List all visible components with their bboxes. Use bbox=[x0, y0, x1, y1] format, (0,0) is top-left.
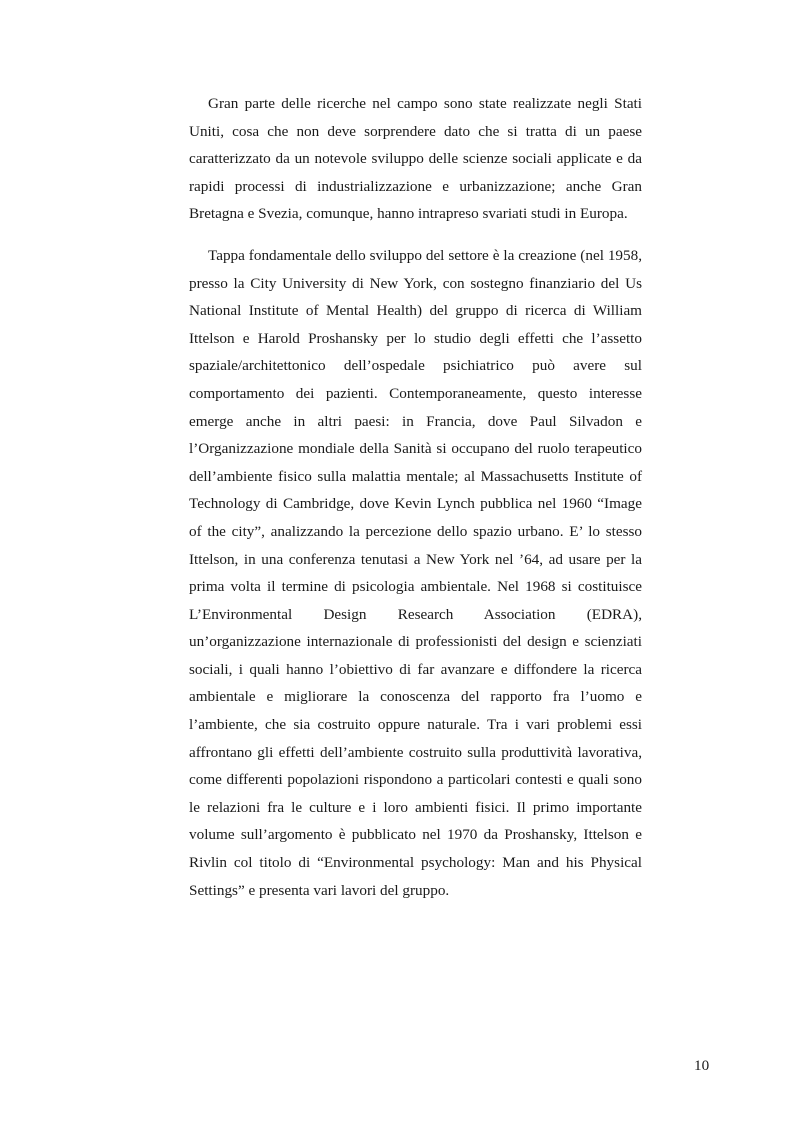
paragraph-2: Tappa fondamentale dello sviluppo del settore è la creazione (nel 1958, presso la City University di New York, con sostegno finanziario del Us National Institute of Mental Health) del gruppo di ricerca di William Ittelson e Harold Proshansky per lo studio degli effetti che l’assetto spaziale/architettonico dell’ospedale psichiatrico può avere sul comportamento dei pazienti. Contemporaneamente, questo interesse emerge anche in altri paesi: in Francia, dove Paul Silvadon e l’Organizzazione mondiale della Sanità si occupano del ruolo terapeutico dell’ambiente fisico sulla malattia mentale; al Massachusetts Institute of Technology di Cambridge, dove Kevin Lynch pubblica nel 1960 “Image of the city”, analizzando la percezione dello spazio urbano. E’ lo stesso Ittelson, in una conferenza tenutasi a New York nel ’64, ad usare per la prima volta il termine di psicologia ambientale. Nel 1968 si costituisce L’Environmental Design Research Association (EDRA), un’organizzazione internazionale di professionisti del design e scienziati sociali, i quali hanno l’obiettivo di far avanzare e diffondere la ricerca ambientale e migliorare la conoscenza del rapporto fra l’uomo e l’ambiente, che sia costruito oppure naturale. Tra i vari problemi essi affrontano gli effetti dell’ambiente costruito sulla produttività lavorativa, come differenti popolazioni rispondono a particolari contesti e quali sono le relazioni fra le culture e i loro ambienti fisici. Il primo importante volume sull’argomento è pubblicato nel 1970 da Proshansky, Ittelson e Rivlin col titolo di “Environmental psychology: Man and his Physical Settings” e presenta vari lavori del gruppo. bbox=[189, 246, 642, 899]
page-number: 10 bbox=[694, 1057, 710, 1074]
paragraph-1: Gran parte delle ricerche nel campo sono state realizzate negli Stati Uniti, cosa che non deve sorprendere dato che si tratta di un paese caratterizzato da un notevole sviluppo delle scienze sociali applicate e da rapidi processi di industrializzazione e urbanizzazione; anche Gran Bretagna e Svezia, comunque, hanno intrapreso svariati studi in Europa. bbox=[189, 95, 642, 223]
body-text bbox=[189, 90, 642, 904]
